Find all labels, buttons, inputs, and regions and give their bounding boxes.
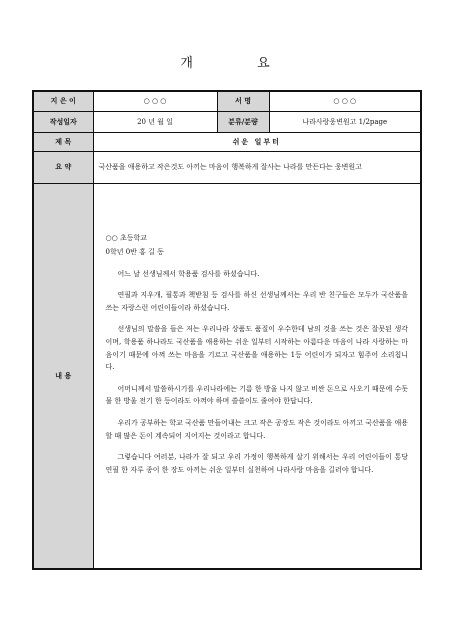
body-paragraph: 연필과 지우개, 필통과 책받침 등 검사를 하신 선생님께서는 우리 반 친구들은 모두가 국산품을 쓰는 자랑스런 어린이들이라 하셨습니다. <box>105 291 408 312</box>
summary-form-table <box>32 90 422 570</box>
name-value: ○ ○ ○ <box>269 91 421 111</box>
content-label: 내 용 <box>33 183 93 569</box>
body-paragraph: 그렇습니다 여러분, 나라가 잘 되고 우리 가정이 행복하게 살기 위해서는 우리 어린이들이 통당연필 한 자루 종이 한 장도 아끼는 쉬운 일부터 실천하여 나라사랑 마음을 길러야 합니다. <box>105 453 408 474</box>
author-label: 지 은 이 <box>33 91 93 111</box>
summary-label: 요 약 <box>33 151 93 183</box>
category-label: 분류/분량 <box>217 111 269 132</box>
body-paragraph: 선생님의 말씀을 들은 저는 우리나라 상품도 품질이 우수한데 남의 것을 쓰는 것은 잘못된 생각이며, 학용품 하나라도 국산품을 애용하는 쉬운 일부터 시작하는 아름다운 마음이 나라 사랑하는 마음이기 때문에 아껴 쓰는 마음을 기르고 국산품을 애용하는 1등 어린이가 되자고 힘주어 소리칩니다. <box>105 325 408 372</box>
author-row <box>33 91 421 111</box>
summary-row <box>33 151 421 183</box>
school-line: ○○ 초등학교 <box>105 233 147 242</box>
content-row <box>33 183 421 569</box>
student-line: 0학년 0반 홍 길 동 <box>105 248 164 257</box>
summary-value: 국산품을 애용하고 작은것도 아끼는 마음이 행복하게 잘사는 나라를 만든다는 웅변원고 <box>93 151 421 183</box>
date-value: 20 년 월 일 <box>93 111 217 132</box>
subject-row <box>33 132 421 151</box>
subject-label: 제 목 <box>33 132 93 151</box>
subject-value: 쉬운 일부터 <box>93 132 421 151</box>
author-value: ○ ○ ○ <box>93 91 217 111</box>
document-title: 개 요 <box>180 56 300 71</box>
name-label: 서 명 <box>217 91 269 111</box>
body-paragraph: 어머니께서 말씀하시기를 우리나라에는 기름 한 방울 나지 않고 비싼 돈으로 사오기 때문에 수돗물 한 방울 전기 한 등이라도 아껴야 하며 쓸쓸이도 줄여야 한답니다. <box>105 384 408 406</box>
date-label: 작성일자 <box>33 111 93 132</box>
category-value: 나라사랑웅변원고 1/2page <box>269 111 421 132</box>
body-paragraph: 우리가 공부하는 학교 국산품 만들어내는 크고 작은 공장도 작은 것이라도 아끼고 국산품을 애용 할 때 많은 돈이 계속되어 지어지는 것이라고 합니다. <box>105 419 408 440</box>
date-row <box>33 111 421 132</box>
body-paragraph: 어느 날 선생님께서 학용품 검사를 하셨습니다. <box>117 269 260 278</box>
content-body <box>93 183 421 569</box>
